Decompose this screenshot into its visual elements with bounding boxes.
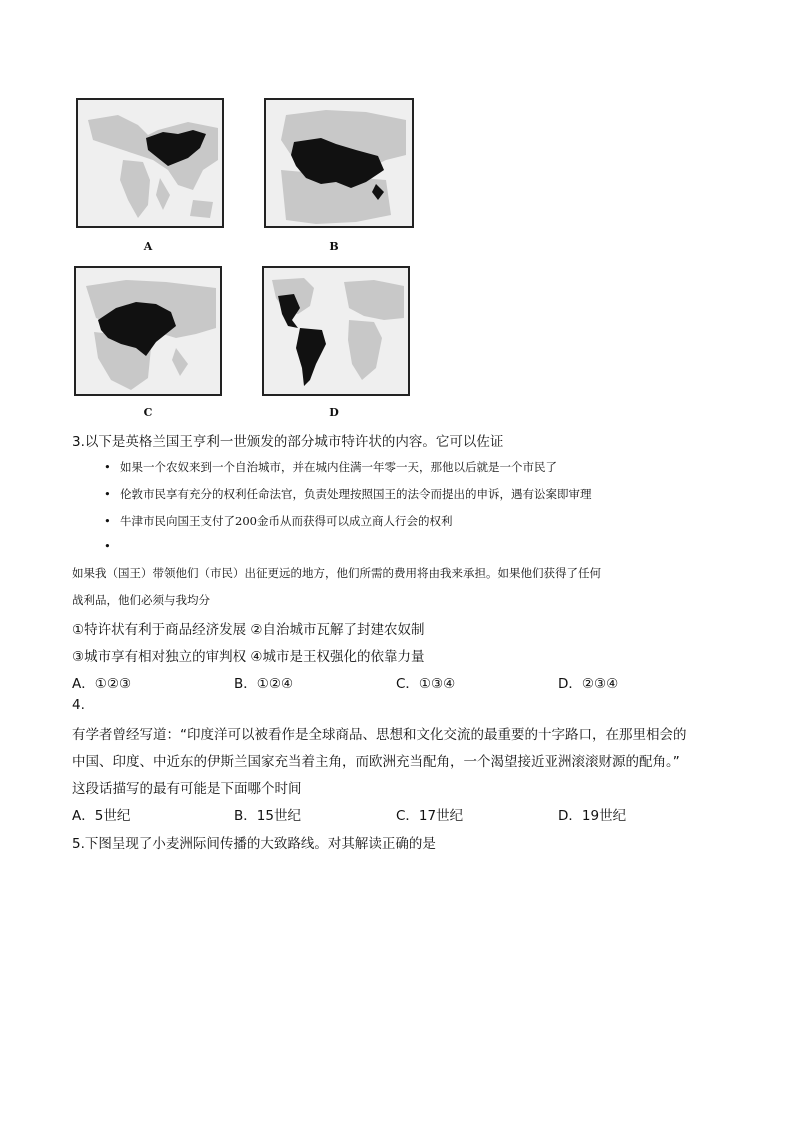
q4-option-c[interactable]: C．17世纪 xyxy=(396,808,464,824)
q3-option-d[interactable]: D．②③④ xyxy=(558,676,619,692)
afro-eurasia-map-highlighted-icon xyxy=(76,268,220,394)
q3-statements-line-2: ③城市享有相对独立的审判权 ④城市是王权强化的依靠力量 xyxy=(72,649,425,665)
q3-statements-line-1: ①特许状有利于商品经济发展 ②自治城市瓦解了封建农奴制 xyxy=(72,622,425,638)
map-d-label: D xyxy=(329,406,339,419)
q4-option-b[interactable]: B．15世纪 xyxy=(234,808,301,824)
q3-extra-line-1: 如果我（国王）带领他们（市民）出征更远的地方，他们所需的费用将由我来承担。如果他们获得了任何 xyxy=(72,566,601,580)
q4-line-1: 有学者曾经写道：“印度洋可以被看作是全球商品、思想和文化交流的最重要的十字路口，在那里相会的 xyxy=(72,727,687,743)
q4-option-a[interactable]: A．5世纪 xyxy=(72,808,131,824)
bullet-icon: • xyxy=(104,487,111,501)
q3-option-b[interactable]: B．①②④ xyxy=(234,676,294,692)
europe-mediterranean-map-highlighted-icon xyxy=(266,100,412,226)
world-map-americas-highlighted-icon xyxy=(264,268,408,394)
map-a-label: A xyxy=(143,240,153,253)
bullet-icon: • xyxy=(104,460,111,474)
map-c-label: C xyxy=(143,406,153,419)
world-map-asia-highlighted-icon xyxy=(78,100,222,226)
q3-bullet-1 xyxy=(104,459,557,475)
q3-bullet-4 xyxy=(104,539,120,553)
q3-extra-line-2: 战利品，他们必须与我均分 xyxy=(72,593,210,607)
bullet-icon: • xyxy=(104,514,111,528)
bullet-icon: • xyxy=(104,539,111,553)
q3-bullet-2-text: 伦敦市民享有充分的权利任命法官，负责处理按照国王的法令而提出的申诉，遇有讼案即审理 xyxy=(120,487,592,501)
question-5-stem: 5.下图呈现了小麦洲际间传播的大致路线。对其解读正确的是 xyxy=(72,836,436,852)
q4-line-3: 这段话描写的最有可能是下面哪个时间 xyxy=(72,781,302,797)
q3-bullet-3 xyxy=(104,513,452,529)
q3-option-c[interactable]: C．①③④ xyxy=(396,676,456,692)
q4-line-2: 中国、印度、中近东的伊斯兰国家充当着主角，而欧洲充当配角，一个渴望接近亚洲滚滚财源的配角。” xyxy=(72,754,680,770)
q3-bullet-1-text: 如果一个农奴来到一个自治城市，并在城内住满一年零一天，那他以后就是一个市民了 xyxy=(120,460,557,474)
map-d xyxy=(262,266,410,396)
q3-bullet-2 xyxy=(104,486,592,502)
map-a xyxy=(76,98,224,228)
question-4-number: 4. xyxy=(72,697,85,713)
map-b xyxy=(264,98,414,228)
map-b-label: B xyxy=(329,240,339,253)
q4-option-d[interactable]: D．19世纪 xyxy=(558,808,627,824)
question-3-stem: 3.以下是英格兰国王亨利一世颁发的部分城市特许状的内容。它可以佐证 xyxy=(72,434,504,450)
q3-bullet-3-text: 牛津市民向国王支付了200金币从而获得可以成立商人行会的权利 xyxy=(120,514,453,528)
q3-option-a[interactable]: A．①②③ xyxy=(72,676,132,692)
map-c xyxy=(74,266,222,396)
